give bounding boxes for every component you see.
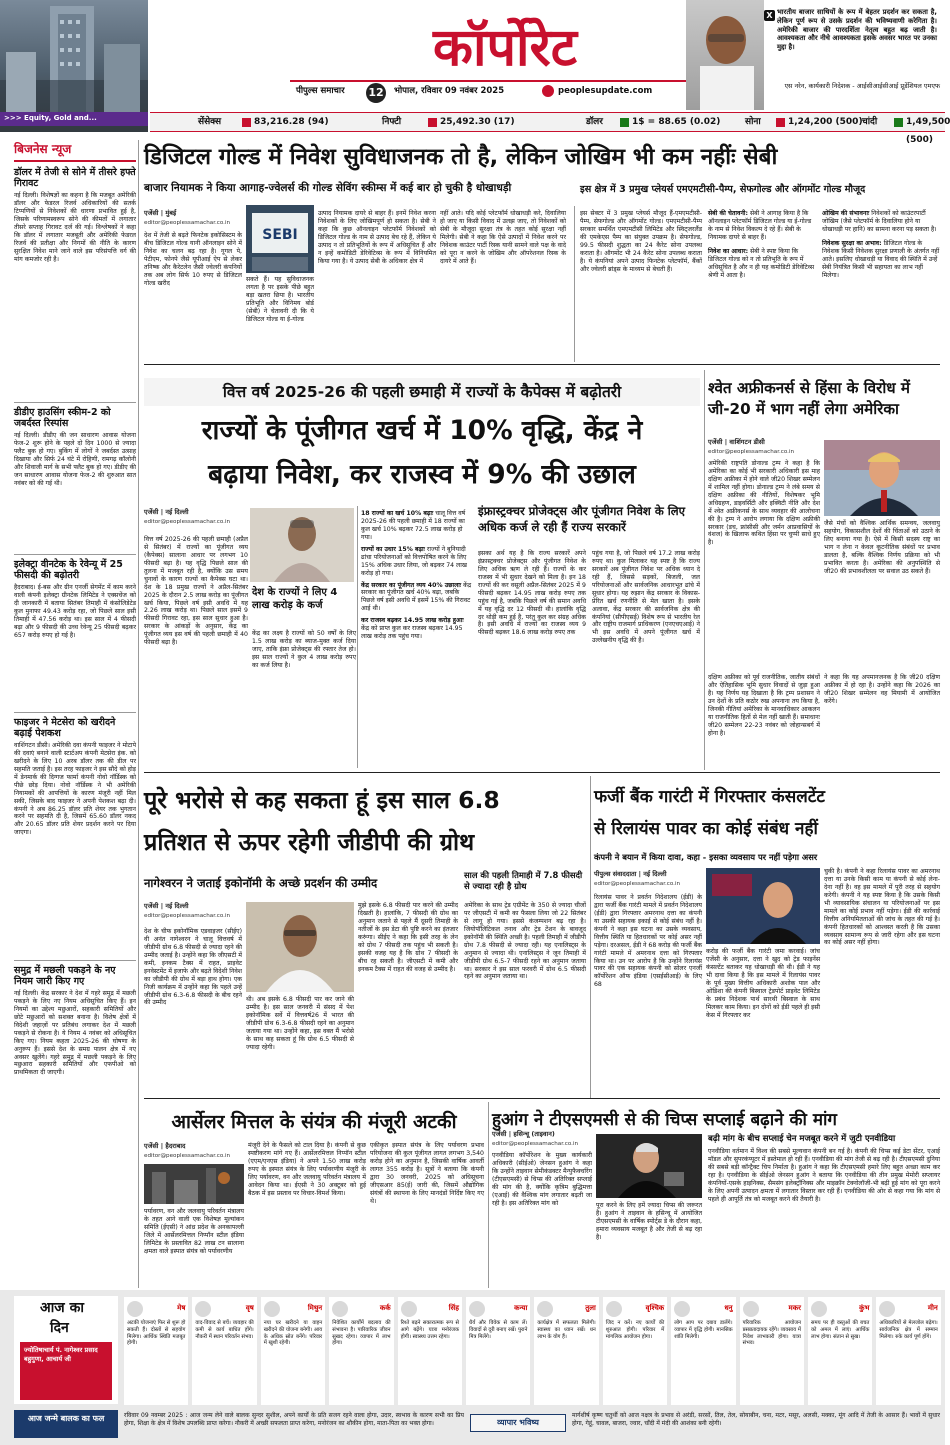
zodiac-sign-box — [261, 1297, 325, 1405]
left-story-1-body: नई दिल्ली। विशेषज्ञों का कहना है कि मजबूत अमेरिकी डॉलर और फेडरल रिजर्व अधिकारियों की सतर्क टिप्पणियों से निवेशकों की धारणा प्रभावित हुई है, जिसके परिणामस्वरूप सोने की कीमतों में लगातार तीसरे सप्ताह गिरावट दर्ज की गई। विश्लेषकों ने कहा कि डॉलर में लगातार मजबूती और अमेरिकी फेडरल रिजर्व की प्रतीक्षा और निगमों की नीति के कारण सुरक्षित निवेश माने जाने वाले इस परिसंपत्ति वर्ग की मांग कमजोर रही है। — [14, 192, 136, 263]
zodiac-sign-name: कुंभ — [859, 1304, 870, 1313]
arcelor-body-2: मंजूरी देने के फैसले को टाल दिया है। कंपनी से कुछ स्पष्टीकरण मांगे गए हैं। आर्सेलरमित्तल निप्पॉन स्टील (एएम/एनएस इंडिया) ने अपने 1.50 लाख करोड़ रुपए के इस्पात संयंत्र के लिए पर्यावरणीय मंजूरी के लिए पर्यावरण, वन और जलवायु परिवर्तन मंत्रालय में आवेदन किया था। ईएसी ने 30 अक्टूबर को हुई बैठक में इस प्रस्ताव पर विचार-विमर्श किया। — [248, 1142, 366, 1197]
zodiac-sign-name: सिंह — [448, 1304, 459, 1313]
capex-body-4: पहुंच गया है, जो पिछले वर्ष 17.2 लाख करोड़ रुपए था। कुल मिलाकर यह स्पष्ट है कि राज्य सरकारें अब पूंजीगत निवेश पर अधिक ध्यान दे रही हैं, जिससे सड़कों, बिजली, जल परियोजनाओं और सार्वजनिक आधारभूत ढांचे में सुधार होगा। यह रुझान केंद्र सरकार के विकास-प्रेरित खर्च रणनीति से मेल खाता है। इसके अलावा, केंद्र सरकार की सार्वजनिक क्षेत्र की कंपनियां (सीपीएसई) विशेष रूप से भारतीय रेल और राष्ट्रीय राजमार्ग प्राधिकरण (एनएचएआई) ने भी इस अवधि में अपने पूंजीगत खर्च में उल्लेखनीय वृद्धि की है। — [592, 550, 700, 645]
zodiac-icon — [401, 1301, 417, 1317]
left-story-2-headline: डीडीए हाउसिंग स्कीम-2 को जबर्दस्त रिस्पांस — [14, 407, 111, 429]
arcelor-byline: एजेंसी | हैदराबाद — [144, 1142, 186, 1150]
trade-label: व्यापार भविष्य — [470, 1414, 566, 1432]
gold-body-5: इस सेक्टर में 3 प्रमुख प्लेयर्स मौजूद हैं-एमएमटीसी-पैम्प, सेफगोल्ड और ऑगमोंट गोल्ड। एमएमटीसी-पैम्प सरकार समर्थित एमएमटीसी लिमिटेड और स्विट्जरलैंड की एमकेएस पैम्प का संयुक्त उपक्रम है। सेफगोल्ड, 99.5 फीसदी शुद्धता का 24 कैरेट सोना उपलब्ध कराता है। ऑगमोंट भी 24 कैरेट सोना उपलब्ध कराता है। ये कंपनियां अपने उत्पाद फिनटेक प्लेटफॉर्म, बैंकों और ज्वेलरी ब्रांड्स के माध्यम से बेचती हैं। — [580, 210, 702, 273]
zodiac-icon — [811, 1301, 827, 1317]
gold-byline: एजेंसी | मुंबई — [144, 209, 177, 217]
gdp-headline-line-2: प्रतिशत से ऊपर रहेगी जीडीपी की ग्रोथ — [144, 828, 475, 856]
publication-name: पीपुल्स समाचार — [296, 86, 345, 96]
g20-body-2: जैसे मंचों को वैश्विक आर्थिक समन्वय, जलवायु सहयोग, विकासशील देशों की चिंताओं को उठाने के लिए बनाया गया है। ऐसे में किसी सदस्य राष्ट्र का भाग न लेना न केवल कूटनीतिक संबंधों पर प्रभाव डालता है, बल्कि वैश्विक निर्णय प्रक्रिया को भी प्रभावित करता है। अमेरिका की अनुपस्थिति से जी20 की प्रभावशीलता पर सवाल उठ सकते हैं। — [824, 520, 940, 575]
masthead-banner — [0, 0, 148, 132]
left-story-5-headline: समुद्र में मछली पकड़ने के नए नियम जारी किए गए — [14, 965, 116, 987]
zodiac-sign-text: लोग आप पर दबाव डालेंगे। व्यापार में वृद्धि होगी। मानसिक शांति मिलेगी। — [674, 1320, 733, 1340]
g20-byline: एजेंसी | वाशिंगटन डीसी — [708, 438, 765, 446]
gold-body-1: देश में तेजी से बढ़ते फिनटेक इकोसिस्टम के बीच डिजिटल गोल्ड यानी ऑनलाइन सोने में निवेश का चलन बढ़ रहा है। गूगल पे, पेटीएम, फोनपे जैसे यूपीआई ऐप से लेकर तनिष्क और कैरेटलेन जैसी ज्वेलरी कंपनियों तक अब लोग सिर्फ 10 रुपए से डिजिटल गोल्ड खरीद — [144, 232, 242, 287]
steel-plant-photo — [144, 1164, 244, 1204]
column-divider — [704, 370, 705, 770]
gold-headline: डिजिटल गोल्ड में निवेश सुविधाजनक तो है, लेकिन जोखिम भी कम नहींः सेबी — [144, 144, 778, 170]
zodiac-icon — [879, 1301, 895, 1317]
zodiac-sign-name: तुला — [585, 1304, 596, 1313]
gdp-subheadline: नागेश्वरन ने जताई इकोनॉमी के अच्छे प्रदर्शन की उम्मीद — [144, 876, 378, 890]
zodiac-icon — [674, 1301, 690, 1317]
ticker-gold-value: 1,24,200 (500) — [788, 117, 863, 127]
zodiac-sign-text: परिवारिक आयोजन प्रसन्नतादायक रहेंगे। व्यवसाय में निवेश लाभकारी होगा। यात्रा संभव। — [742, 1320, 801, 1347]
gdp-highlight-box: साल की पहली तिमाही में 7.8 फीसदी से ज्यादा रही है ग्रोथ — [464, 870, 583, 892]
highlight-heading: 18 राज्यों का खर्च 10% बढ़ाः — [361, 510, 434, 517]
masthead-title: कॉर्पोरेट — [433, 17, 577, 78]
zodiac-icon — [195, 1301, 211, 1317]
story-divider — [14, 402, 136, 403]
arcelor-email[interactable]: editor@peoplessamachar.co.in — [144, 1153, 231, 1159]
zodiac-sign-name: कन्या — [514, 1304, 528, 1313]
zodiac-sign-text: अधिकारियों से मेलजोल बढ़ेगा। सार्वजनिक क्षेत्र में सम्मान मिलेगा। रुके कार्य पूर्ण होंगे। — [879, 1320, 938, 1340]
arcelor-body-1: पर्यावरण, वन और जलवायु परिवर्तन मंत्रालय के तहत आने वाली एक विशेषज्ञ मूल्यांकन समिति (ईएसी) ने आंध्र प्रदेश के अनकापल्ली जिले में आर्सेलरमित्तल निप्पॉन स्टील इंडिया लिमिटेड के प्रस्तावित 82 लाख टन सालाना क्षमता वाले इस्पात संयंत्र को पर्यावरणीय — [144, 1208, 244, 1255]
horoscope-title-line-1: आज का — [40, 1300, 84, 1316]
factbox-heading: निवेश का आधार: — [708, 247, 749, 255]
gdp-byline: एजेंसी | नई दिल्ली — [144, 902, 189, 910]
capex-body-1: वित्त वर्ष 2025-26 की पहली छमाही (अप्रैल से सितंबर) में राज्यों का पूंजीगत व्यय (कैपेक्स) सालाना आधार पर लगभग 10 फीसदी बढ़ा है। यह वृद्धि पिछले साल की तुलना में मजबूत रही है, क्योंकि उस समय चुनावों के कारण राज्यों का कैपेक्स घटा था। देश के 18 प्रमुख राज्यों ने अप्रैल-सितंबर 2025 के दौरान 2.5 लाख करोड़ का पूंजीगत खर्च किया, पिछले वर्ष इसी अवधि में यह 2.26 लाख करोड़ था। पिछले साल इसमें 9 फीसदी गिरावट रहा, इस साल सुधार हुआ है। सरकार के आंकड़ों के अनुसार, केंद्र का पूंजीगत व्यय इस वर्ष की पहली छमाही में 40 फीसदी बढ़ा है। — [144, 536, 248, 647]
birth-fruit-text: रविवार 09 नवम्बर 2025 : आज जन्म लेने वाले बालक सुन्दर सुशील, अपने कार्यों के प्रति सजग रहने वाला होगा, उदार, स्वभाव के कारण सभी का प्रिय होगा, शिक्षा के क्षेत्र में विशेष उपलब्धि प्राप्त करेगा। नौकरी में अच्छी सफलता प्राप्त करेगा, मनोरंजन का शौकीन होगा, माता-पिता का भक्त होगा। — [124, 1412, 464, 1427]
tsmc-email[interactable]: editor@peoplessamachar.co.in — [492, 1141, 579, 1147]
capex-inset-headline: देश के राज्यों ने लिए 4 लाख करोड़ के कर्ज — [252, 587, 338, 611]
zodiac-sign-box — [192, 1297, 256, 1405]
capex-side-subheadline: इंफ्रास्ट्रक्चर प्रोजेक्ट्स और पूंजीगत निवेश के लिए अधिक कर्ज ले रही हैं राज्य सरकारें — [478, 504, 686, 534]
zodiac-sign-text: जिद न करें। नए कार्यों की शुरुआत होगी। परिवार में मांगलिक आयोजन होगा। — [605, 1320, 665, 1340]
left-story-3-body: हैदराबाद। ई-बस और ग्रीन एनर्जी सेगमेंट में काम करने वाली कंपनी इलेक्ट्रा ग्रीनटेक लिमिटेड ने एक्सचेंज को दी जानकारी में बताया सितंबर तिमाही में कंसोलिडेटेड कुल मुनाफा 49.43 करोड़ रहा, जो पिछले साल इसी तिमाही में 47.56 करोड़ था। इस साल में 4 फीसदी बढ़ा और 9 फीसदी की उच्च रेवेन्यू 25 फीसदी बढ़कर 657 करोड़ रुपए हो गई है। — [14, 584, 136, 639]
zodiac-sign-box — [398, 1297, 462, 1405]
zodiac-sign-name: मेष — [177, 1304, 186, 1313]
gold-factbox-1 — [708, 210, 816, 360]
g20-body-4: ने कहा कि यह अपमानजनक है कि जी20 दक्षिण अफ्रीका में हो रहा है। उन्होंने कहा कि 2026 का जी20 शिखर सम्मेलन वह मियामी में आयोजित करेंगे। — [824, 674, 940, 705]
zodiac-sign-box — [876, 1297, 940, 1405]
gold-body-2: सकते हैं। यह सुविधाजनक लगता है पर इसके पीछे बहुत बड़ा खतरा छिपा है। भारतीय प्रतिभूति और विनिमय बोर्ड (सेबी) ने चेतावनी दी कि ये डिजिटल गोल्ड या ई-गोल्ड — [246, 276, 314, 323]
finance-minister-photo — [250, 508, 354, 582]
story-divider — [14, 960, 136, 961]
zodiac-sign-text: अटकी योजनाएं फिर से शुरू हो सकती हैं। दोस्तों से सहयोग मिलेगा। आर्थिक स्थिति मजबूत होगी। — [127, 1320, 186, 1347]
dateline: भोपाल, रविवार 09 नवंबर 2025 — [394, 86, 505, 96]
highlight-heading: केंद्र सरकार का पूंजीगत व्यय 40% उछालाः — [361, 581, 462, 589]
factbox-heading: सेबी की चेतावनी: — [708, 210, 748, 217]
reliance-byline: पीपुल्स संवाददाता | नई दिल्ली — [594, 870, 667, 878]
reliance-subheadline: कंपनी ने बयान में किया दावा, कहा - इसका व्यवसाय पर नहीं पड़ेगा असर — [594, 852, 818, 862]
arrow-down-icon — [428, 118, 437, 127]
left-story-2-body: नई दिल्ली। डीडीए की जन साधारण आवास योजना फेज-2 शुरू होने के पहले दो दिन 1000 से ज्यादा फ्लैट बुक हो गए। बुकिंग में लोगों ने जबर्दस्त उत्साह दिखाया और सिर्फ 24 घंटे में रोहिणी, रामगढ़ कॉलोनी और शिवाजी मार्ग के सभी फ्लैट बुक हो गए। डीडीए की जन साधारण आवास योजना फेज-2 की शुरुआत सात नवंबर को की गई थी। — [14, 432, 136, 487]
arrow-down-icon — [776, 118, 785, 127]
ticker-gold-label: सोना — [745, 117, 761, 127]
highlight-heading: कर राजस्व बढ़कर 14.95 लाख करोड़ हुआः — [361, 617, 464, 625]
factbox-text: डिजिटल गोल्ड के निवेशक किसी निवेशक सुरक्षा प्रणाली के अंतर्गत नहीं आते। इसलिए धोखाधड़ी या विवाद की स्थिति में उन्हें सेबी नियंत्रित किसी भी सहायता का लाभ नहीं मिलेगा। — [822, 239, 940, 279]
factbox-text: सेबी ने स्पष्ट किया कि डिजिटल गोल्ड को न तो प्रतिभूति के रूप में अधिसूचित है और न ही यह कमोडिटी डेरिवेटिव्स श्रेणी में आता है। — [708, 247, 815, 279]
arrow-up-icon — [620, 118, 629, 127]
reliance-body-3: चुकी है। कंपनी ने कहा रिलायंस पावर का अमरनाथ दत्ता या उनके किसी काम या कंपनी से कोई लेना-देना नहीं है। वह इस मामले में पूरी तरह से सहयोग करेगी। कंपनी ने यह स्पष्ट किया है कि उसके किसी भी व्यावसायिक संचालन या परियोजनाओं पर इस मामले का कोई प्रभाव नहीं पड़ेगा। ईडी की कार्रवाई वित्तीय अनियमितताओं की जांच के तहत की गई है। कंपनी हितधारकों को आश्वस्त करती है कि उसका व्यवसाय सामान्य रूप से जारी रहेगा और इस घटना का कोई असर नहीं होगा। — [824, 868, 940, 947]
globe-icon — [542, 85, 554, 97]
highlight-text: केंद्र सरकार का पूंजीगत खर्च 40% बढ़ा, जबकि पिछले वर्ष इसी अवधि में इसमें 15% की गिरावट आई थी। — [361, 581, 472, 613]
left-story-4-headline: फाइजर ने मेटसेरा को खरीदने बढ़ाई पेशकश — [14, 717, 116, 739]
arcelor-body-3: एकीकृत इस्पात संयंत्र के लिए पर्यावरण प्रभाव परियोजना की कुल पूंजीगत लागत लगभग 3,540 करोड़ होने का अनुमान है, जिसकी वार्षिक आवर्ती लागत 355 करोड़ है। सूत्रों ने बताया कि कंपनी द्वारा 30 जनवरी, 2025 को अधिसूचना जीएसआर 85(ई) जारी की, जिसमें औद्योगिक संयंत्रों की स्थापना के लिए मानदंडों निर्दिष्ट किए गए थे। — [370, 1142, 484, 1205]
left-story-3-headline: इलेक्ट्रा वीनटेक के रेवेन्यू में 25 फीसदी की बढ़ोतरी — [14, 559, 123, 581]
svg-text:SEBI: SEBI — [262, 227, 298, 243]
capex-kicker: वित्त वर्ष 2025-26 की पहली छमाही में राज्यों के कैपेक्स में बढ़ोतरी — [144, 378, 700, 406]
trump-photo — [824, 440, 940, 516]
zodiac-sign-text: नया घर खरीदने या वाहन खरीदने की योजना बनेगी। आय के अधिक स्रोत बनेंगे। परिवार में खुशी रहेगी। — [263, 1320, 323, 1347]
website[interactable]: peoplesupdate.com — [558, 86, 653, 96]
zodiac-sign-box — [808, 1297, 872, 1405]
reliance-email[interactable]: editor@peoplessamachar.co.in — [594, 881, 681, 887]
zodiac-icon — [743, 1301, 759, 1317]
gold-side-subheadline: इस क्षेत्र में 3 प्रमुख प्लेयर्स एमएमटीसी-पैम्प, सेफगोल्ड और ऑगमोंट गोल्ड मौजूद — [580, 184, 866, 195]
quote-author-photo — [686, 0, 764, 110]
zodiac-sign-text: रिश्ते बढ़ने सकारात्मक रूप से आगे बढ़ेंगे। यात्रा मनोरंजक होगी। स्वास्थ्य उत्तम रहेगा। — [400, 1320, 459, 1340]
jensen-huang-photo — [596, 1134, 702, 1198]
masthead-quote: भारतीय बाजार साथियों के रूप में बेहतर प्रदर्शन कर सकता है, लेकिन पूर्ण रूप से उसके प्रदर्शन की भविष्यवाणी करेगिता है। अमेरिकी बाजार की पारदर्शिता नेतृत्व बहुत बढ़ जाती है। आवश्यकता और नीचे आवश्यकता इसके अवसर भारत पर उनका मुद्दा है। — [777, 8, 937, 52]
zodiac-sign-text: निवेशित कार्योंमें बदलाव की संभावना है। पारिवारिक जीवन सुखद रहेगा। व्यापार में लाभ होगा। — [332, 1320, 391, 1347]
ticker-dollar-label: डॉलर — [586, 117, 603, 127]
g20-headline: श्वेत अफ्रीकनर्स से हिंसा के विरोध में जी-20 में भाग नहीं लेगा अमेरिका — [708, 379, 910, 418]
capex-highlights — [361, 510, 473, 768]
section-rule — [144, 772, 940, 773]
section-rule — [144, 1098, 940, 1099]
factbox-heading: ओखिम की संभावनाः — [822, 210, 870, 217]
zodiac-sign-name: मीन — [927, 1304, 938, 1313]
banner-caption: >>> Equity, Gold and... — [0, 112, 148, 126]
ticker-sensex-label: सेंसेक्स — [198, 117, 222, 127]
gdp-body-3: मुझे इसके 6.8 फीसदी पार करने की उम्मीद दिखती है। हालांकि, 7 फीसदी की ग्रोथ का अनुमान जताने से पहले मैं दूसरी तिमाही के नतीजों के इस डेटा की पुष्टि करने का इंतजार करूंगा। सीईए ने कहा कि इसी तरह के लेन को ग्रोथ 7 फीसदी तक पहुंच भी सकती है। इसकी वजह यह है कि ग्रोथ 7 फीसदी के बीच रह सकती है। जीएसटी में कमी और इनकम टैक्स में राहत की वजह से उम्मीद है। — [358, 902, 458, 973]
quote-author: एस नरेन, कार्यकारी निदेशक - आईसीआईसीआई प्रूडेंशियल एमएफ — [784, 82, 940, 90]
tsmc-subheadline: बढ़ी मांग के बीच सप्लाई चेन मजबूत करने में जुटी एनवीडिया — [708, 1134, 896, 1144]
ticker-silver-value: 1,49,500 (500) — [906, 117, 950, 145]
story-divider — [14, 712, 136, 713]
reliance-body-1: रिलायंस पावर ने प्रवर्तन निदेशालय (ईडी) के द्वारा फर्जी बैंक गारंटी मामले में प्रवर्तन निदेशालय (ईडी) द्वारा गिरफ्तार अमरनाथ दत्ता का कंपनी या उसकी सहायक इकाई से कोई संबंध नहीं है। कंपनी ने कहा इस घटना का उसके व्यवसाय, वित्तीय स्थिति या हितधारकों पर कोई असर नहीं पड़ेगा। दरअसल, ईडी ने 68 करोड़ की फर्जी बैंक गारंटी मामले में अमरनाथ दत्ता को गिरफ्तार किया था। उन पर आरोप है कि उन्होंने रिलायंस पावर की एक सहायक कंपनी को सोलर एनर्जी कॉर्पोरेशन ऑफ इंडिया (एसईसीआई) के लिए 68 — [594, 894, 702, 989]
horoscope-title-box — [14, 1296, 118, 1404]
zodiac-sign-name: मकर — [788, 1304, 801, 1313]
factbox-text: निवेशकों को काउंटरपार्टी जोखिम (जैसे प्लेटफॉर्म के दिवालिया होने या धोखाधड़ी पर हानि) का सामना करना पड़ सकता है। — [822, 210, 937, 233]
market-ticker — [150, 112, 950, 145]
reliance-headline-line-1: फर्जी बैंक गारंटी में गिरफ्तार कंसलटेंट — [594, 787, 825, 807]
gold-subheadline: बाजार नियामक ने किया आगाह-ज्वेलर्स की गोल्ड सेविंग स्कीम्स में कई बार हो चुकी है धोखाधड़ी — [144, 182, 512, 194]
capex-inset-body: केंद्र का लक्ष्य है राज्यों को 50 वर्षों के लिए 1.5 लाख करोड़ का ब्याज-मुक्त कर्ज दिया जाए, ताकि इंफ्रा प्रोजेक्ट्स की रफ्तार तेज हो। इस साल राज्यों ने कुल 4 लाख करोड़ रुपए का कर्ज लिया है। — [252, 630, 356, 669]
nageswaran-photo — [246, 902, 354, 992]
gdp-body-4: अमेरिका के साथ ट्रेड एग्रीमेंट के 350 से ज्यादा चीजों पर जीएसटी में कमी का फैसला लिया जो 22 सितंबर से लागू हो गया। इससे कंजम्पशन बढ़ रहा है। जियोपॉलिटिकल तनाव और ट्रेड टेंशन के बावजूद इकोनॉमी की स्थिति अच्छी है। पहली तिमाही में जीडीपी ग्रोथ 7.8 फीसदी से ज्यादा रही। यह एनालिस्ट्स के अनुमान से ज्यादा थी। एनालिस्ट्स ने जून तिमाही में जीडीपी ग्रोथ 6.5-7 फीसदी रहने का अनुमान जताया था। सरकार ने इस साल फरवरी में ग्रोथ 6.5 फीसदी रहने का अनुमान जताया था। — [464, 902, 586, 981]
gold-body-4: नहीं आते। यदि कोई प्लेटफॉर्म धोखाधड़ी करे, दिवालिया हो जाए या किसी विवाद में उलझ जाए, तो निवेशकों को सेबी के मौजूदा सुरक्षा तंत्र के तहत कोई सुरक्षा नहीं मिलेगी। सेबी ने कहा कि ऐसे उत्पादों में निवेश करने पर निवेशक काउंटर पार्टी रिस्क यानी सामने वाले पक्ष के वादे को पूरा न करने के जोखिम और ऑपरेशनल रिस्क के दायरे में आते हैं। — [440, 210, 566, 265]
story-divider — [14, 554, 136, 555]
ticker-nifty-value: 25,492.30 (17) — [440, 117, 515, 127]
left-story-4-body: वाशिंगटन डीसी। अमेरिकी दवा कंपनी फाइजर ने मोटापे की दवाएं बनाने वाली स्टार्टअप कंपनी मेटसेरा इंक. को खरीदने के लिए 10 अरब डॉलर तक की डील पर सहमति जताई है। इस तरह फाइजर ने इस सौदे को होड़ में डेनमार्क की दिग्गज फार्मा कंपनी नोवो नॉर्डिस्क को पीछे छोड़ दिया। नोवो नॉर्डिस्क ने भी अमेरिकी नियामकों की आपत्तियों के कारण मंजूरी नहीं मिल सकी, जिसके बाद फाइजर ने अपनी पेशकश बढ़ा दी। कंपनी ने अब 86.25 डॉलर प्रति शेयर तक भुगतान करने पर सहमति दी है, जिसमें 65.60 डॉलर नकद और 20.65 डॉलर प्रति शेयर प्रदर्शन करने पर दिया जाएगा। — [14, 742, 136, 837]
sebi-building-photo — [246, 205, 314, 273]
zodiac-sign-box — [740, 1297, 804, 1405]
zodiac-icon — [264, 1301, 280, 1317]
ticker-sensex-value: 83,216.28 (94) — [254, 117, 329, 127]
column-divider — [488, 1102, 489, 1288]
gold-body-3: उत्पाद नियामक दायरे से बाहर हैं। इनमें निवेश करना निवेशकों के लिए जोखिमपूर्ण हो सकता है। सेबी ने कहा कि कुछ ऑनलाइन प्लेटफॉर्म निवेशकों को डिजिटल गोल्ड के नाम से उत्पाद बेच रहे हैं, लेकिन ये उत्पाद न तो प्रतिभूतियों के रूप में अधिसूचित हैं और न इन्हें कमोडिटी डेरिवेटिव्स के रूप में विनियमित किया गया है। ये उत्पाद सेबी के अधिकार क्षेत्र में — [318, 210, 436, 265]
gold-factbox-2 — [822, 210, 940, 360]
tsmc-body-3: एनवीडिया वर्तमान में विश्व की सबसे मूल्यवान कंपनी बन गई है। कंपनी की चिप्स कई डेटा सेंटर, एआई मॉडल और सुपरकंप्यूटर में इस्तेमाल हो रही हैं। एनवीडिया की मांग तेजी से बढ़ रही है। टीएसएमसी दुनिया की सबसे बड़ी कॉन्ट्रैक्ट चिप निर्माता है। हुआंग ने कहा कि टीएसएमसी हमारे लिए बहुत अच्छा काम कर रहा है। एनवीडिया के सीईओ जेनसन हुआंग ने बताया कि एनवीडिया की तीन प्रमुख मेमोरी सप्लायर कंपनियों-एसके हाइनिक्स, सैमसंग इलेक्ट्रॉनिक्स और माइक्रॉन टेक्नोलॉजी-भी बढ़ी हुई मांग को पूरा करने के लिए अपनी उत्पादन क्षमता में लगातार विस्तार कर रही हैं। एनवीडिया की ओर से कहा गया कि मांग से पहले ही आपूर्ति तंत्र को मजबूत करने की तैयारी है। — [708, 1148, 940, 1203]
gold-email[interactable]: editor@peoplessamachar.co.in — [144, 220, 231, 226]
arrow-down-icon — [242, 118, 251, 127]
gdp-email[interactable]: editor@peoplessamachar.co.in — [144, 913, 231, 919]
tsmc-body-2: पूरा करने के लिए हमें ज्यादा चिप्स की जरूरत है। हुआंग ने ताइवान के हसिन्चू में आयोजित टीएसएमसी के वार्षिक स्पोर्ट्स डे के दौरान कहा, हमारा व्यवसाय मजबूत है और तेजी से बढ़ रहा है। — [596, 1202, 702, 1241]
ticker-silver-label: चांदी — [862, 117, 878, 127]
zodiac-sign-box — [124, 1297, 188, 1405]
factbox-heading: निवेशक सुरक्षा का अभाव: — [822, 239, 882, 247]
tsmc-body-1: एनवीडिया कॉर्पोरेशन के मुख्य कार्यकारी अधिकारी (सीईओ) जेनसन हुआंग ने कहा कि उन्होंने ताइवान सेमीकंडक्टर मैन्युफैक्चरिंग (टीएसएमसी) से चिप्स की अतिरिक्त सप्लाई की मांग की है, क्योंकि कृत्रिम बुद्धिमत्ता (एआई) की वैश्विक मांग लगातार बढ़ती जा रही है। इस अतिरिक्त मांग को — [492, 1152, 592, 1207]
masthead-strip — [290, 80, 686, 102]
zodiac-icon — [469, 1301, 485, 1317]
column-divider — [138, 140, 139, 1288]
factbox-text: सेबी ने आगाह किया है कि ऑनलाइन प्लेटफॉर्म डिजिटल गोल्ड या ई-गोल्ड के नाम से निवेश विकल्प दे रहे हैं। सेबी के नियामक दायरे से बाहर हैं। — [708, 210, 812, 241]
column-divider — [357, 506, 358, 768]
capex-body-3: इसका अर्थ यह है कि राज्य सरकारें अपने इंफ्रास्ट्रक्चर प्रोजेक्ट्स और पूंजीगत निवेश के लिए अधिक ऋण ले रही हैं। राज्यों के कर राजस्व में भी सुधार देखने को मिला है। इन 18 राज्यों की कर वसूली अप्रैल-सितंबर 2025 में 9 फीसदी बढ़कर 14.95 लाख करोड़ रुपए तक पहुंच गई है, जबकि पिछले वर्ष की समान अवधि में यह वृद्धि दर 12 फीसदी थी। हालांकि वृद्धि दर थोड़ी कम हुई है, परंतु कुल कर संग्रह अधिक है। इसी अवधि में राज्यों का राजस्व व्यय 9 फीसदी बढ़कर 18.6 लाख करोड़ रुपए तक — [478, 550, 586, 637]
anil-ambani-photo — [706, 868, 820, 944]
zodiac-sign-name: वृश्चिक — [645, 1304, 665, 1313]
zodiac-icon — [332, 1301, 348, 1317]
tsmc-headline: हुआंग ने टीएसएमसी से की चिप्स सप्लाई बढ़ाने की मांग — [492, 1110, 838, 1130]
left-story-1-headline: डॉलर में तेजी से सोने में तीसरे हफ्ते गिरावट — [14, 167, 136, 189]
zodiac-icon — [606, 1301, 622, 1317]
gdp-body-2: थी। अब इसके 6.8 फीसदी पार कर जाने की उम्मीद है। इस साल जनवरी में संसद में पेश इकोनॉमिक सर्वे में वित्तवर्ष26 में भारत की जीडीपी ग्रोथ 6.3-6.8 फीसदी रहने का अनुमान जताया गया था। उन्होंने कहा, इस वक्त मैं भरोसे के साथ कह सकता हूं कि ग्रोथ 6.5 फीसदी से ज्यादा रहेगी। — [246, 996, 354, 1051]
zodiac-sign-text: कार्यक्षेत्र में सफलता मिलेगी। स्वास्थ्य का ध्यान रखें। धन लाभ के योग हैं। — [537, 1320, 596, 1340]
astrologer-credit: ज्योतिषाचार्य पं. नागेश्वर प्रसाद बहुगुणा, आचार्य जी — [20, 1342, 112, 1400]
left-story-5-body: नई दिल्ली। केंद्र सरकार ने देश में गहरे समुद्र में मछली पकड़ने के लिए नए नियम अधिसूचित किए हैं। इन नियमों का उद्देश्य मछुआरों, सहकारी समितियों और छोटे मछुआरों को सशक्त बनाना है। विशेष क्षेत्रों में विदेशी जहाज़ों पर प्रतिबंध लगाकर देश में मछली पकड़ने से रोकना है। ये नियम 4 नवंबर को अधिसूचित किए गए। नियम कहता 2025-26 की घोषणा के अनुरूप हैं। इससे देश के समग्र पालन क्षेत्र में नए अवसर खुलेंगे। गहरे समुद्र में मछली पकड़ने के लिए मछुआरा सहकारी समितियों और एफपीओ को प्राथमिकता दी जाएगी। — [14, 990, 136, 1077]
zodiac-icon — [537, 1301, 553, 1317]
capex-headline-line-2: बढ़ाया निवेश, कर राजस्व में 9% की उछाल — [208, 459, 636, 490]
g20-email[interactable]: editor@peoplessamachar.co.in — [708, 449, 795, 455]
highlight-heading: राज्यों का उधार 15% बढ़ाः — [361, 545, 425, 553]
zodiac-sign-name: कर्क — [379, 1304, 391, 1313]
x-social-icon: X — [764, 10, 775, 21]
capex-email[interactable]: editor@peoplessamachar.co.in — [144, 519, 231, 525]
section-rule — [144, 364, 940, 365]
horoscope-title-line-2: दिन — [50, 1320, 69, 1336]
tsmc-byline: एजेंसी | हसिन्चू (ताइवान) — [492, 1130, 555, 1138]
column-divider — [574, 206, 575, 362]
zodiac-sign-text: समय पर ही वस्तुओं की बचत को अमल में लाएं। आर्थिक लाभ होगा। संतान से सुख। — [811, 1320, 870, 1340]
g20-body-1: अमेरिकी राष्ट्रपति डोनाल्ड ट्रम्प ने कहा है कि अमेरिका का कोई भी सरकारी अधिकारी इस माह दक्षिण अफ्रीका में होने वाले जी20 शिखर सम्मेलन में शामिल नहीं होगा। डोनाल्ड ट्रम्प ने लंबे समय से दक्षिण अफ्रीका की नीतियों, विशेषकर भूमि अधिग्रहण, डाइवर्सिटी और इक्विटी नीति और देश में श्वेत अफ्रीकनर्स के साथ व्यवहार की आलोचना की है। ट्रम्प ने आरोप लगाया कि दक्षिण अफ्रीकी सरकार (डच, फ्रांसीसी और जर्मन आप्रवासियों के वंशज) के खिलाफ कथित हिंसा पर चुप्पी साधे हुए है। — [708, 460, 820, 547]
arcelor-headline: आर्सेलर मित्तल के संयंत्र की मंजूरी अटकी — [171, 1111, 457, 1133]
highlight-text: चालू वित्त वर्ष 2025-26 की पहली छमाही में 18 राज्यों का कुल खर्च 10% बढ़कर 72.5 लाख करोड़ हो गया। — [361, 510, 466, 541]
gdp-headline-line-1: पूरे भरोसे से कह सकता हूं इस साल 6.8 — [144, 786, 500, 814]
page-number: 12 — [366, 83, 386, 103]
highlight-text: केंद्र को प्राप्त कुल कर राजस्व बढ़कर 14.95 लाख करोड़ तक पहुंच गया। — [361, 625, 463, 641]
g20-body-3: दक्षिण अफ्रीका को पूर्व राजनीतिक, जातीय संबंधों और ऐतिहासिक भूमि सुधार विवादों से जुड़ा हुआ है। यह निर्णय यह दिखाता है कि ट्रम्प प्रशासन ने उन देशों के प्रति कठोर रुख अपनाना तय किया है, जिनकी नीतियां अमेरिका के मानवाधिकार आकलन या राजनीतिक हितों से मेल नहीं खाती हैं। समाधानः जी20 सम्मेलन 22-23 नवंबर को जोहान्सबर्ग में होना है। — [708, 674, 820, 737]
zodiac-sign-text: वाद-विवाद से बचें। व्यवहार की कमी से कार्य बाधित होंगे। नौकरी में स्थान परिवर्तन संभव। — [195, 1320, 254, 1340]
gdp-body-1: देश के चीफ इकोनॉमिक एडवाइजर (सीईए) वी अनंत नागेश्वरन ने चालू वित्तवर्ष में जीडीपी ग्रोथ 6.8 फीसदी से ज्यादा रहने की उम्मीद जताई है। उन्होंने कहा कि जीएसटी में कमी, इनकम टैक्स में राहत, प्राइवेट इनवेस्टमेंट में इजाफे और बढ़ते विदेशी निवेश का जीडीपी की ग्रोथ में बड़ा हाथ होगा। एक निजी कार्यक्रम में उन्होंने कहा कि पहले उन्हें जीडीपी ग्रोथ 6.3-6.8 फीसदी के बीच रहने की उम्मीद — [144, 928, 242, 1007]
ticker-nifty-label: निफ्टी — [382, 117, 402, 127]
column-divider — [590, 776, 591, 1098]
ticker-dollar-value: 1$ = 88.65 (0.02) — [632, 117, 721, 127]
reliance-body-2: करोड़ की फर्जी बैंक गारंटी जमा करवाई। जांच एजेंसी के अनुसार, दत्ता ने खुद को ट्रेड फाइनेंस कंसल्टेंट बताकर यह धोखाधड़ी की थी। ईडी ने यह भी दावा किया है कि इस मामले में रिलायंस पावर के पूर्व मुख्य वित्तीय अधिकारी अशोक पाल और ओडिशा की कंपनी बिस्वाल ट्रेडपोर्ट प्राइवेट लिमिटेड के प्रबंध निदेशक पार्थ सारथी बिस्वाल के साथ मिलकर काम किया। इन दोनों को ईडी पहले ही इसी केस में गिरफ्तार कर — [706, 948, 820, 1019]
zodiac-sign-box — [466, 1297, 530, 1405]
birth-fruit-label: आज जन्मे बालक का फल — [14, 1410, 118, 1438]
zodiac-sign-text: धैर्य और विवेक से काम लें। विवादों से दूरी बनाए रखें। पुराने मित्र मिलेंगे। — [469, 1320, 528, 1340]
highlight-text: राज्यों ने बुनियादी ढांचा परियोजनाओं को वित्तपोषित करने के लिए 15% अधिक उधार लिया, जो बढ़कर 74 लाख करोड़ हो गया। — [361, 545, 467, 577]
zodiac-sign-name: वृष — [245, 1304, 254, 1313]
zodiac-sign-box — [603, 1297, 667, 1405]
reliance-headline-line-2: से रिलायंस पावर का कोई संबंध नहीं — [594, 819, 818, 839]
zodiac-sign-name: मिथुन — [307, 1304, 323, 1313]
capex-headline-line-1: राज्यों के पूंजीगत खर्च में 10% वृद्धि, केंद्र ने — [201, 415, 643, 446]
section-label: बिजनेस न्यूज — [14, 142, 136, 162]
capex-byline: एजेंसी | नई दिल्ली — [144, 508, 189, 516]
arrow-up-icon — [894, 118, 903, 127]
trade-text: मार्गशीर्ष कृष्ण चतुर्थी को आज नक्षत्र के प्रभाव से अरंडी, सरसों, तिल, तेल, सोयाबीन, चना, मटर, मसूर, अलसी, मक्का, मूंग आदि में तेजी के आसार हैं। भावों में सुधार होगा, गेहूं, चावल, बाजरा, ज्वार, चाँदी में मंदी की आशंका बनी रहेगी। — [572, 1412, 940, 1427]
zodiac-sign-box — [671, 1297, 735, 1405]
zodiac-icon — [127, 1301, 143, 1317]
zodiac-sign-box — [329, 1297, 393, 1405]
zodiac-sign-box — [534, 1297, 598, 1405]
zodiac-sign-name: धनु — [724, 1304, 733, 1313]
